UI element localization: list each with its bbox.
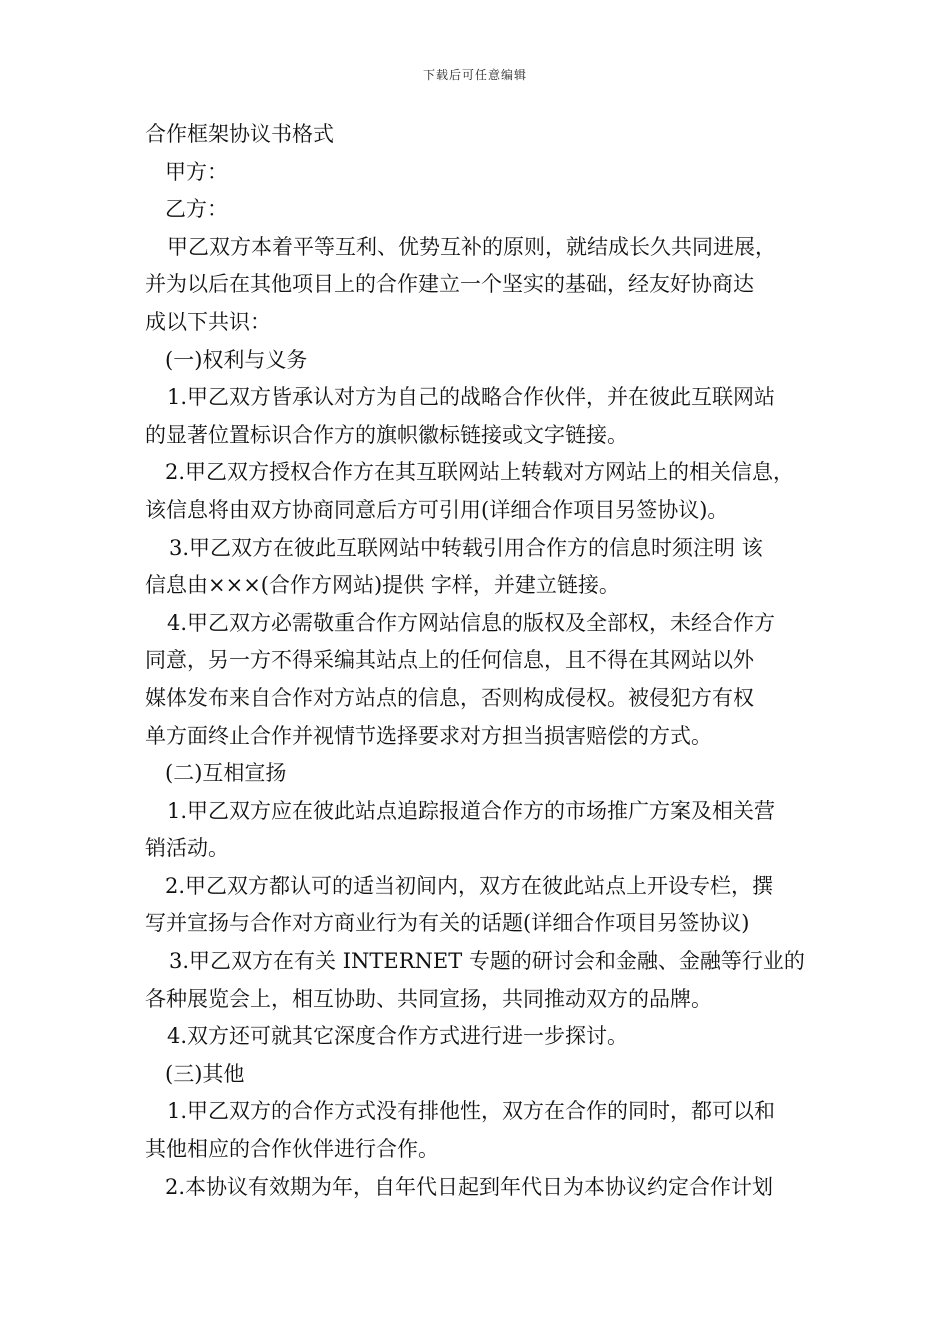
paragraph-line: 2.甲乙双方授权合作方在其互联网站上转载对方网站上的相关信息， <box>165 460 795 485</box>
document-title: 合作框架协议书格式 <box>145 122 334 146</box>
paragraph-line: 信息由×××(合作方网站)提供 字样，并建立链接。 <box>145 573 620 598</box>
page-header: 下载后可任意编辑 <box>422 68 527 82</box>
paragraph-line: 成以下共识： <box>145 309 271 334</box>
paragraph-line: 甲乙双方本着平等互利、优势互补的原则，就结成长久共同进展， <box>167 234 776 259</box>
document-body <box>145 116 810 1206</box>
paragraph-line: (二)互相宣扬 <box>165 761 287 786</box>
paragraph-line: 媒体发布来自合作对方站点的信息，否则构成侵权。被侵犯方有权 <box>145 685 754 710</box>
paragraph-line: 的显著位置标识合作方的旗帜徽标链接或文字链接。 <box>145 422 628 447</box>
paragraph-line: 乙方： <box>165 197 228 222</box>
paragraph-line: 甲方： <box>165 159 228 184</box>
paragraph-line: 各种展览会上，相互协助、共同宣扬，共同推动双方的品牌。 <box>145 986 712 1011</box>
paragraph-line: 1.甲乙双方的合作方式没有排他性，双方在合作的同时，都可以和 <box>167 1099 776 1124</box>
paragraph-line: (一)权利与义务 <box>165 347 308 372</box>
paragraph-line: 同意，另一方不得采编其站点上的任何信息，且不得在其网站以外 <box>145 648 754 673</box>
paragraph-line: 其他相应的合作伙伴进行合作。 <box>145 1137 439 1162</box>
paragraph-line: 2.甲乙双方都认可的适当初间内，双方在彼此站点上开设专栏，撰 <box>165 873 774 898</box>
paragraph-line: 该信息将由双方协商同意后方可引用(详细合作项目另签协议)。 <box>145 497 729 522</box>
paragraph-line: (三)其他 <box>165 1061 245 1086</box>
paragraph-line: 4.双方还可就其它深度合作方式进行进一步探讨。 <box>167 1024 629 1049</box>
paragraph-line: 单方面终止合作并视情节选择要求对方担当损害赔偿的方式。 <box>145 723 712 748</box>
paragraph-line: 销活动。 <box>145 836 229 861</box>
paragraph-line: 写并宣扬与合作对方商业行为有关的话题(详细合作项目另签协议) <box>145 911 750 936</box>
paragraph-line: 3.甲乙双方在彼此互联网站中转载引用合作方的信息时须注明 该 <box>169 535 763 560</box>
paragraph-line: 并为以后在其他项目上的合作建立一个坚实的基础，经友好协商达 <box>145 272 754 297</box>
paragraph-line: 4.甲乙双方必需敬重合作方网站信息的版权及全部权，未经合作方 <box>167 610 776 635</box>
paragraph-line: 1.甲乙双方应在彼此站点追踪报道合作方的市场推广方案及相关营 <box>167 798 776 823</box>
paragraph-line: 3.甲乙双方在有关 INTERNET 专题的研讨会和金融、金融等行业的 <box>169 949 805 974</box>
paragraph-line: 2.本协议有效期为年，自年代日起到年代日为本协议约定合作计划 <box>165 1174 774 1199</box>
paragraph-line: 1.甲乙双方皆承认对方为自己的战略合作伙伴，并在彼此互联网站 <box>167 385 776 410</box>
